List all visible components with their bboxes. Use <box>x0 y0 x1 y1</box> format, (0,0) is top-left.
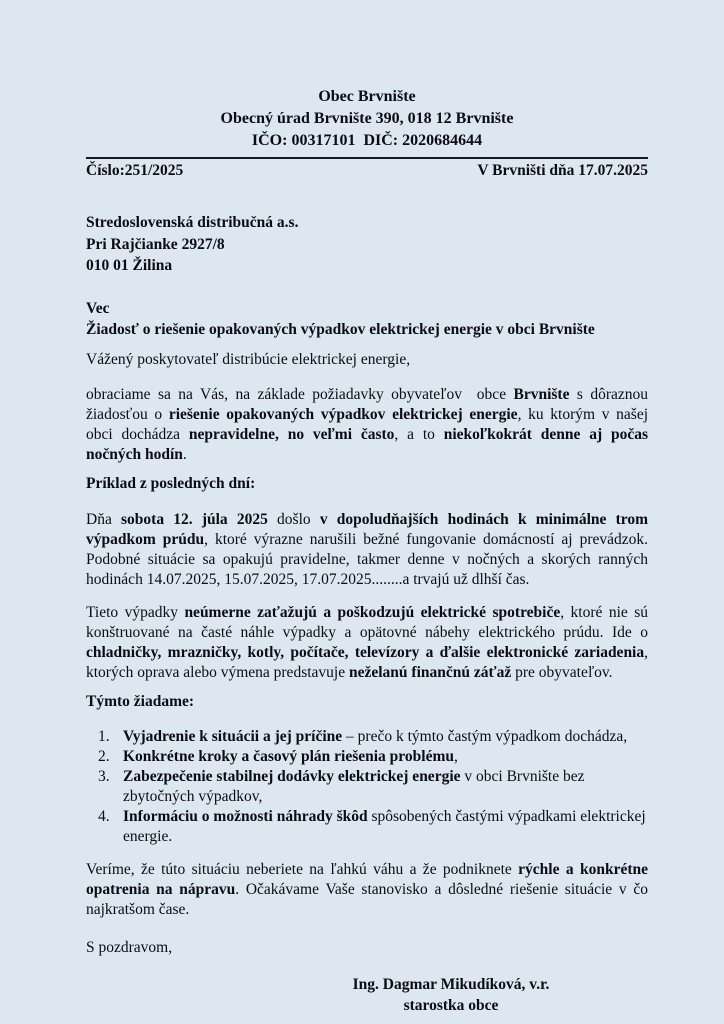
text-run: , ktoré výrazne narušili bežné fungovanie domácností aj prevádzok. Podobné situácie sa opakujú pravidelne, takmer denne v nočných a skorých ranných hodinách 14.07.2025, 15.07.2025, 17.07.2025........a trvajú už dlhší čas. <box>86 530 648 588</box>
text-run: . Očakávame Vaše stanovisko a dôsledné riešenie situácie v čo najkratšom čase. <box>86 881 648 918</box>
recipient-address <box>86 212 648 277</box>
list-item <box>86 727 648 747</box>
list-item-number: 3. <box>98 768 110 785</box>
paragraph-intro <box>86 385 648 465</box>
letterhead <box>86 86 648 152</box>
list-item-number: 1. <box>98 728 110 745</box>
text-run: Dňa <box>86 510 122 528</box>
list-item-text <box>123 767 648 807</box>
meta-row <box>86 161 648 181</box>
list-item <box>86 767 648 807</box>
text-run: Tieto výpadky <box>86 603 185 621</box>
subject-label: Vec <box>86 299 110 317</box>
heading-examples: Príklad z posledných dní: <box>86 475 256 492</box>
text-run: Zabezpečenie stabilnej dodávky elektrickej energie <box>123 768 461 785</box>
paragraph-examples <box>86 510 648 590</box>
text-run: , <box>453 748 458 765</box>
signatory-name: Ing. Dagmar Mikudíková, v.r. <box>352 975 550 993</box>
org-ids: IČO: 00317101 DIČ: 2020684644 <box>251 132 483 149</box>
list-item-number: 4. <box>98 808 110 825</box>
list-item <box>86 747 648 767</box>
signature-block <box>286 974 616 1016</box>
text-run: riešenie opakovaných výpadkov elektrickej energie <box>168 406 518 423</box>
text-run: Informáciu o možnosti náhrady škôd <box>123 808 368 825</box>
text-run: Brvnište <box>513 386 570 403</box>
text-run: v dopoludňajších hodinách k minimálne trom výpadkom prúdu <box>86 510 648 548</box>
text-run: , ku ktorým v našej obci dochádza <box>86 406 649 443</box>
text-run: Vyjadrenie k situácii a jej príčine <box>123 728 343 745</box>
text-run: , ktoré nie sú konštruované na časté náhle výpadky a opätovné nábehy elektrického prúdu. Ide o <box>86 603 648 641</box>
heading-requests: Týmto žiadame: <box>86 692 195 710</box>
reference-number: Číslo:251/2025 <box>86 162 184 179</box>
org-address: Obecný úrad Brvnište 390, 018 12 Brvnište <box>220 110 514 127</box>
text-run: nepravidelne, no veľmi často <box>188 426 395 443</box>
subject-title: Žiadosť o riešenie opakovaných výpadkov elektrickej energie v obci Brvnište <box>86 320 595 338</box>
text-run: pre obyvateľov. <box>511 663 613 681</box>
text-run: chladničky, mrazničky, kotly, počítače, televízory a ďalšie elektronické zariadenia <box>86 643 645 661</box>
text-run: – prečo k týmto častým výpadkom dochádza, <box>342 728 628 745</box>
text-run: neželanú finančnú záťaž <box>348 663 512 681</box>
recipient-city: 010 01 Žilina <box>86 257 173 274</box>
org-name: Obec Brvnište <box>318 88 416 105</box>
header-divider <box>86 157 648 159</box>
subject-block <box>86 298 648 340</box>
paragraph-closing-request <box>86 860 648 920</box>
list-item-text <box>123 747 648 767</box>
place-and-date: V Brvništi dňa 17.07.2025 <box>477 162 648 179</box>
request-list <box>86 727 648 847</box>
paragraph-damages <box>86 603 648 683</box>
list-item-number: 2. <box>98 748 110 765</box>
text-run: niekoľkokrát denne aj počas nočných hodín <box>86 426 649 463</box>
signatory-title: starostka obce <box>403 996 499 1014</box>
salutation: Vážený poskytovateľ distribúcie elektrickej energie, <box>86 350 411 368</box>
text-run: obraciame sa na Vás, na základe požiadavky obyvateľov obce <box>86 386 514 403</box>
text-run: , a to <box>394 426 444 443</box>
list-item-text <box>123 727 648 747</box>
text-run: v obci Brvnište bez zbytočných výpadkov, <box>123 768 585 805</box>
text-run: s dôraznou žiadosťou o <box>86 386 649 423</box>
list-item-text <box>123 807 648 847</box>
text-run: spôsobených častými výpadkami elektrickej energie. <box>123 808 646 845</box>
closing-salutation: S pozdravom, <box>86 939 173 956</box>
text-run: neúmerne zaťažujú a poškodzujú elektrické spotrebiče <box>184 603 561 621</box>
recipient-street: Pri Rajčianke 2927/8 <box>86 235 225 253</box>
text-run: , ktorých oprava alebo výmena predstavuje <box>86 643 648 681</box>
recipient-name: Stredoslovenská distribučná a.s. <box>86 214 299 231</box>
text-run: Konkrétne kroky a časový plán riešenia problému <box>123 748 454 765</box>
text-run: Veríme, že túto situáciu neberiete na ľahkú váhu a že podniknete <box>86 861 519 878</box>
text-run: sobota 12. júla 2025 <box>121 510 268 528</box>
list-item <box>86 807 648 847</box>
text-run: došlo <box>267 510 320 528</box>
text-run: . <box>182 446 187 463</box>
text-run: rýchle a konkrétne opatrenia na nápravu <box>86 861 648 898</box>
